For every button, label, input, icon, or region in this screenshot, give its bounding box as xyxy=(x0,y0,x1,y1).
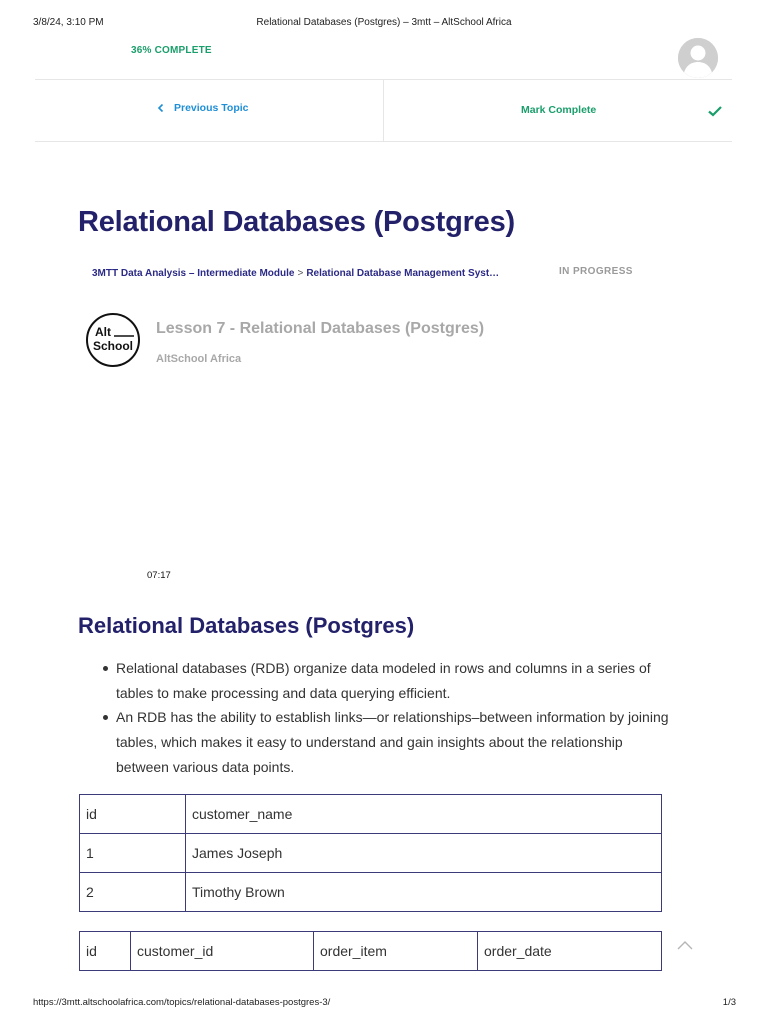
page-url: https://3mtt.altschoolafrica.com/topics/relational-databases-postgres-3/ xyxy=(33,997,331,1008)
customers-table xyxy=(79,794,662,912)
table-row xyxy=(80,795,662,834)
logo-text-school: School xyxy=(93,339,134,353)
course-progress: 36% COMPLETE xyxy=(131,45,212,56)
print-page-title: Relational Databases (Postgres) – 3mtt – AltSchool Africa xyxy=(256,17,512,28)
print-datetime: 3/8/24, 3:10 PM xyxy=(33,17,104,28)
table-cell: id xyxy=(80,795,186,834)
breadcrumb-item-module[interactable]: 3MTT Data Analysis – Intermediate Module xyxy=(92,268,295,279)
logo-text-alt: Alt xyxy=(95,325,111,339)
table-row xyxy=(80,834,662,873)
chevron-left-icon xyxy=(156,103,166,113)
mark-complete-button[interactable]: Mark Complete xyxy=(521,104,597,116)
table-cell: James Joseph xyxy=(186,834,662,873)
user-avatar-icon xyxy=(678,38,718,78)
table-row xyxy=(80,873,662,912)
altschool-logo xyxy=(86,313,140,367)
breadcrumb-item-course[interactable]: Relational Database Management Syst… xyxy=(306,268,500,279)
page-title: Relational Databases (Postgres) xyxy=(78,206,515,238)
breadcrumb xyxy=(92,268,499,279)
section-title: Relational Databases (Postgres) xyxy=(78,613,415,638)
content-bullets xyxy=(98,656,678,780)
checkmark-icon[interactable] xyxy=(707,104,723,118)
breadcrumb-separator: > xyxy=(297,268,304,279)
table-cell: 1 xyxy=(80,834,186,873)
user-avatar[interactable] xyxy=(678,38,718,78)
table-cell: 2 xyxy=(80,873,186,912)
table-cell: Timothy Brown xyxy=(186,873,662,912)
previous-topic-label: Previous Topic xyxy=(174,102,249,114)
video-duration: 07:17 xyxy=(147,570,171,581)
lesson-title[interactable]: Lesson 7 - Relational Databases (Postgres) xyxy=(156,320,485,337)
list-item: An RDB has the ability to establish links—or relationships–between information by joining tables, which makes it easy to understand and gain insights about the relationship between various data points. xyxy=(98,705,678,779)
topic-navigation xyxy=(35,79,732,142)
table-cell: id xyxy=(80,932,131,971)
table-row xyxy=(80,932,662,971)
altschool-logo-mark xyxy=(88,315,138,365)
previous-topic-button[interactable] xyxy=(156,102,249,114)
table-cell: customer_id xyxy=(131,932,314,971)
orders-table xyxy=(79,931,662,971)
table-cell: order_date xyxy=(478,932,662,971)
page-number: 1/3 xyxy=(722,997,736,1008)
table-cell: order_item xyxy=(314,932,478,971)
table-cell: customer_name xyxy=(186,795,662,834)
lesson-author: AltSchool Africa xyxy=(156,353,242,365)
list-item: Relational databases (RDB) organize data modeled in rows and columns in a series of tables to make processing and data querying efficient. xyxy=(98,656,678,705)
status-badge: IN PROGRESS xyxy=(559,266,633,277)
nav-divider xyxy=(383,80,384,142)
chevron-up-icon[interactable] xyxy=(676,939,694,951)
